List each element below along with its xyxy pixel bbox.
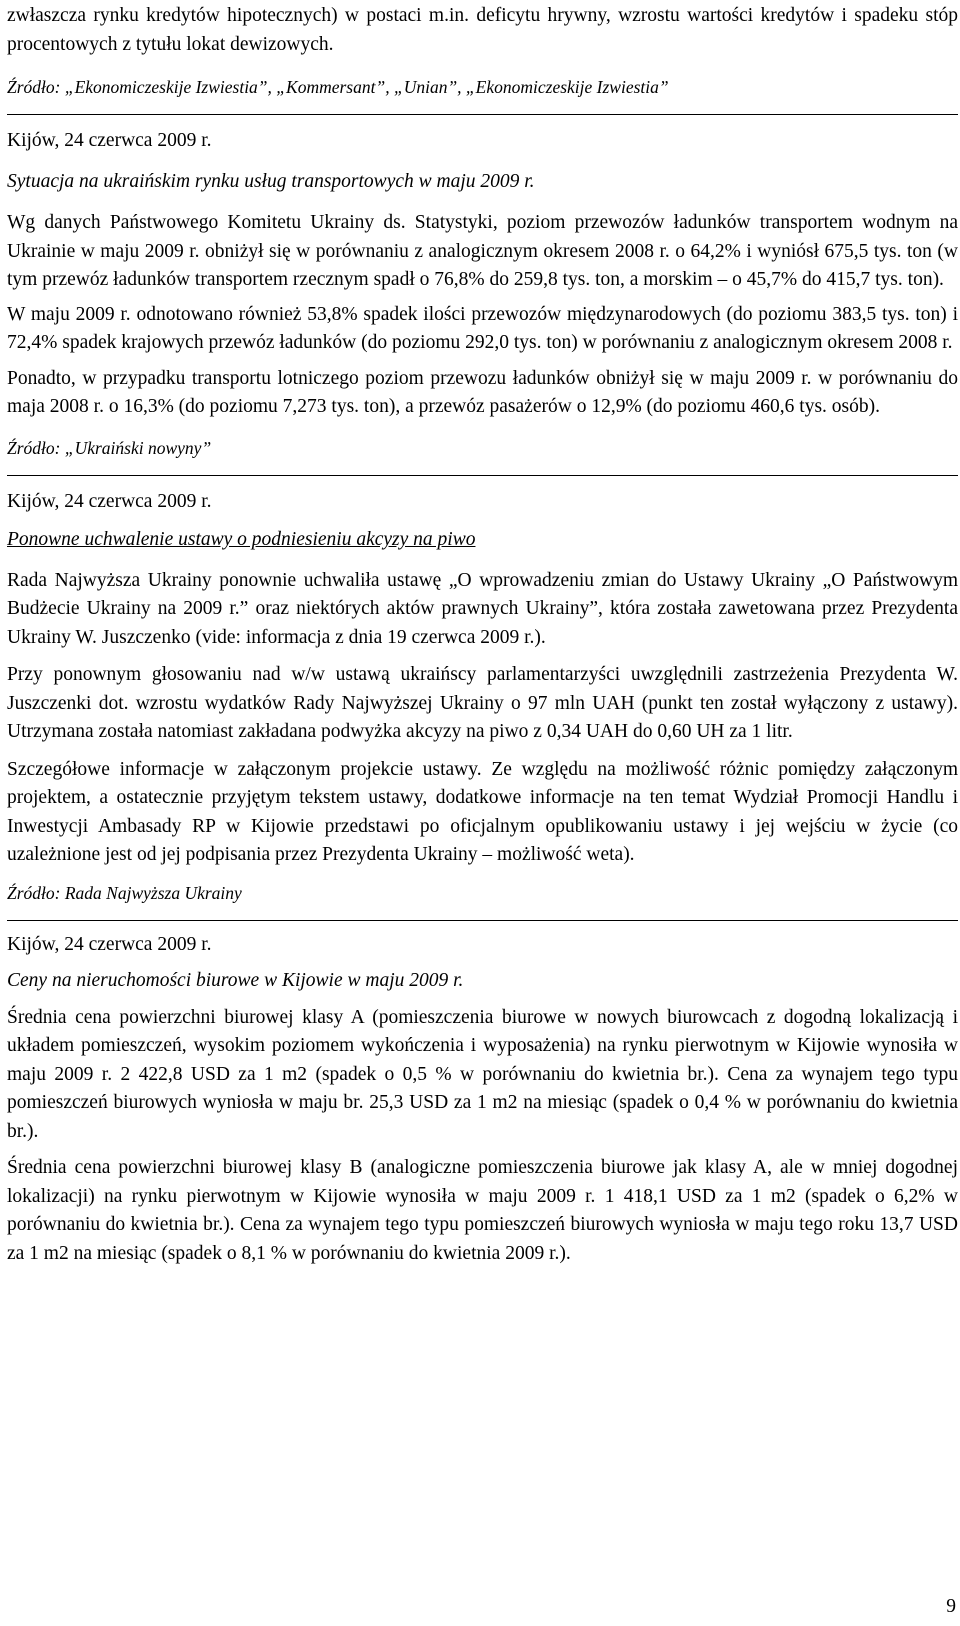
article-paragraph: Wg danych Państwowego Komitetu Ukrainy ds. Statystyki, poziom przewozów ładunków transportem wodnym na Ukrainie w maju 2009 r. obniżył się w porównaniu z analogicznym okresem 2008 r. o 64,2% i wyniósł 675,5 tys. ton (w tym przewóz ładunków transportem rzecznym spadł o 76,8% do 259,8 tys. ton, a morskim – o 45,7% do 415,7 tys. ton). xyxy=(7,212,958,290)
article-date: Kijów, 24 czerwca 2009 r. xyxy=(7,933,212,955)
article-paragraph: Przy ponownym głosowaniu nad w/w ustawą ukraińscy parlamentarzyści uwzględnili zastrzeżenia Prezydenta W. Juszczenki dot. wzrostu wydatków Rady Najwyższej Ukrainy o 97 mln UAH (punkt ten został wyłączony z ustawy). Utrzymana została natomiast zakładana podwyżka akcyzy na piwo z 0,34 UAH do 0,60 UH za 1 litr. xyxy=(7,664,958,742)
article-title: Sytuacja na ukraińskim rynku usług transportowych w maju 2009 r. xyxy=(7,170,535,192)
section-divider xyxy=(7,475,958,476)
article-title: Ceny na nieruchomości biurowe w Kijowie w maju 2009 r. xyxy=(7,970,464,991)
section-divider xyxy=(7,920,958,921)
article-paragraph: W maju 2009 r. odnotowano również 53,8% spadek ilości przewozów międzynarodowych (do poziomu 383,5 tys. ton) i 72,4% spadek krajowych przewóz ładunków (do poziomu 292,0 tys. ton) w porównaniu z analogicznym okresem 2008 r. xyxy=(7,303,958,353)
intro-paragraph: zwłaszcza rynku kredytów hipotecznych) w postaci m.in. deficytu hrywny, wzrostu wartości kredytów i spadeku stóp procentowych z tytułu lokat dewizowych. xyxy=(7,5,958,55)
section-divider xyxy=(7,114,958,115)
article-title: Ponowne uchwalenie ustawy o podniesieniu akcyzy na piwo xyxy=(7,529,476,550)
article-paragraph: Szczegółowe informacje w załączonym projekcie ustawy. Ze względu na możliwość różnic pomiędzy załączonym projektem, a ostatecznie przyjętym tekstem ustawy, dodatkowe informacje na ten temat Wydział Promocji Handlu i Inwestycji Ambasady RP w Kijowie przedstawi po oficjalnym opublikowaniu ustawy i jej wejściu w życie (co uzależnione jest od jej podpisania przez Prezydenta Ukrainy – możliwość weta). xyxy=(7,758,958,865)
article-office-prices xyxy=(7,931,958,1269)
article-transport xyxy=(7,127,958,476)
article-beer-excise xyxy=(7,488,958,921)
document-page xyxy=(7,2,958,1268)
article-paragraph: Ponadto, w przypadku transportu lotniczego poziom przewozu ładunków obniżył się w maju 2009 r. w porównaniu do maja 2008 r. o 16,3% (do poziomu 7,273 tys. ton), a przewóz pasażerów o 12,9% (do poziomu 460,6 tys. osób). xyxy=(7,367,958,417)
article-source: Źródło: „Ukraiński nowyny” xyxy=(7,437,212,458)
article-paragraph: Rada Najwyższa Ukrainy ponownie uchwaliła ustawę „O wprowadzeniu zmian do Ustawy Ukrainy „O Państwowym Budżecie Ukrainy na 2009 r.” oraz niektórych aktów prawnych Ukrainy”, która została zawetowana przez Prezydenta Ukrainy W. Juszczenko (vide: informacja z dnia 19 czerwca 2009 r.). xyxy=(7,569,958,648)
page-number: 9 xyxy=(946,1596,956,1617)
article-date: Kijów, 24 czerwca 2009 r. xyxy=(7,490,212,512)
intro-source: Źródło: „Ekonomiczeskije Izwiestia”, „Kommersant”, „Unian”, „Ekonomiczeskije Izwiestia” xyxy=(7,77,669,97)
article-source: Źródło: Rada Najwyższa Ukrainy xyxy=(7,882,242,903)
article-paragraph: Średnia cena powierzchni biurowej klasy A (pomieszczenia biurowe w nowych biurowcach z dogodną lokalizacją i układem pomieszczeń, wysokim poziomem wykończenia i wyposażenia) na rynku pierwotnym w Kijowie wynosiła w maju 2009 r. 2 422,8 USD za 1 m2 (spadek o 0,5 % w porównaniu do kwietnia br.). Cena za wynajem tego typu pomieszczeń biurowych wyniosła w maju br. 25,3 USD za 1 m2 na miesiąc (spadek o 0,4 % w porównaniu do kwietnia br.). xyxy=(7,1006,958,1142)
article-paragraph: Średnia cena powierzchni biurowej klasy B (analogiczne pomieszczenia biurowe jak klasy A, ale w mniej dogodnej lokalizacji) na rynku pierwotnym w Kijowie wynosiła w maju 2009 r. 1 418,1 USD za 1 m2 (spadek o 6,2% w porównaniu do kwietnia br.). Cena za wynajem tego typu pomieszczeń biurowych wyniosła w maju tego roku 13,7 USD za 1 m2 na miesiąc (spadek o 8,1 % w porównaniu do kwietnia 2009 r.). xyxy=(7,1157,958,1264)
article-date: Kijów, 24 czerwca 2009 r. xyxy=(7,130,212,151)
